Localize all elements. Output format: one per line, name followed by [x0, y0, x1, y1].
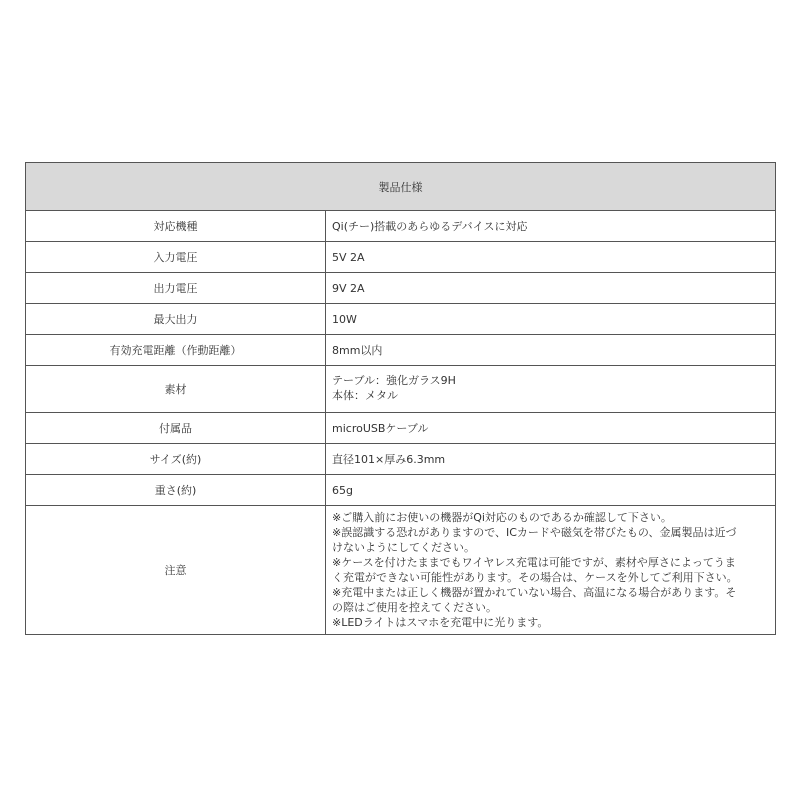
- table-row: [26, 366, 776, 413]
- row-value: [326, 366, 776, 413]
- table-row: [26, 444, 776, 475]
- note-line: ※充電中または正しく機器が置かれていない場合、高温になる場合があります。そ: [332, 586, 737, 599]
- row-value: 65g: [326, 475, 776, 506]
- row-label: 有効充電距離（作動距離）: [26, 335, 326, 366]
- row-value: 10W: [326, 304, 776, 335]
- table-row: [26, 335, 776, 366]
- note-line: けないようにしてください。: [332, 541, 475, 554]
- table-row: [26, 211, 776, 242]
- row-value: 5V 2A: [326, 242, 776, 273]
- table-row: [26, 475, 776, 506]
- row-label: サイズ(約): [26, 444, 326, 475]
- note-line: ※ご購入前にお使いの機器がQi対応のものであるか確認して下さい。: [332, 511, 672, 524]
- note-line: ※ケースを付けたままでもワイヤレス充電は可能ですが、素材や厚さによってうま: [332, 556, 736, 569]
- row-label: 注意: [26, 506, 326, 635]
- row-value: Qi(チー)搭載のあらゆるデバイスに対応: [326, 211, 776, 242]
- row-label: 出力電圧: [26, 273, 326, 304]
- row-label: 素材: [26, 366, 326, 413]
- row-value: 直径101×厚み6.3mm: [326, 444, 776, 475]
- value-line: 本体：メタル: [332, 389, 398, 402]
- row-label: 付属品: [26, 413, 326, 444]
- table-row: [26, 506, 776, 635]
- table-row: [26, 273, 776, 304]
- value-line: テーブル：強化ガラス9H: [332, 374, 456, 388]
- table-row: [26, 304, 776, 335]
- notes-value: [326, 506, 776, 635]
- table-header-row: [26, 163, 776, 211]
- row-label: 最大出力: [26, 304, 326, 335]
- note-line: の際はご使用を控えてください。: [332, 601, 497, 614]
- note-line: ※誤認識する恐れがありますので、ICカードや磁気を帯びたもの、金属製品は近づ: [332, 526, 737, 539]
- table-header: 製品仕様: [26, 163, 776, 211]
- row-label: 入力電圧: [26, 242, 326, 273]
- row-label: 対応機種: [26, 211, 326, 242]
- row-value: microUSBケーブル: [326, 413, 776, 444]
- row-label: 重さ(約): [26, 475, 326, 506]
- note-line: く充電ができない可能性があります。その場合は、ケースを外してご利用下さい。: [332, 571, 738, 584]
- spec-table: [25, 162, 776, 635]
- table-row: [26, 242, 776, 273]
- note-line: ※LEDライトはスマホを充電中に光ります。: [332, 616, 549, 629]
- row-value: 9V 2A: [326, 273, 776, 304]
- row-value: 8mm以内: [326, 335, 776, 366]
- table-row: [26, 413, 776, 444]
